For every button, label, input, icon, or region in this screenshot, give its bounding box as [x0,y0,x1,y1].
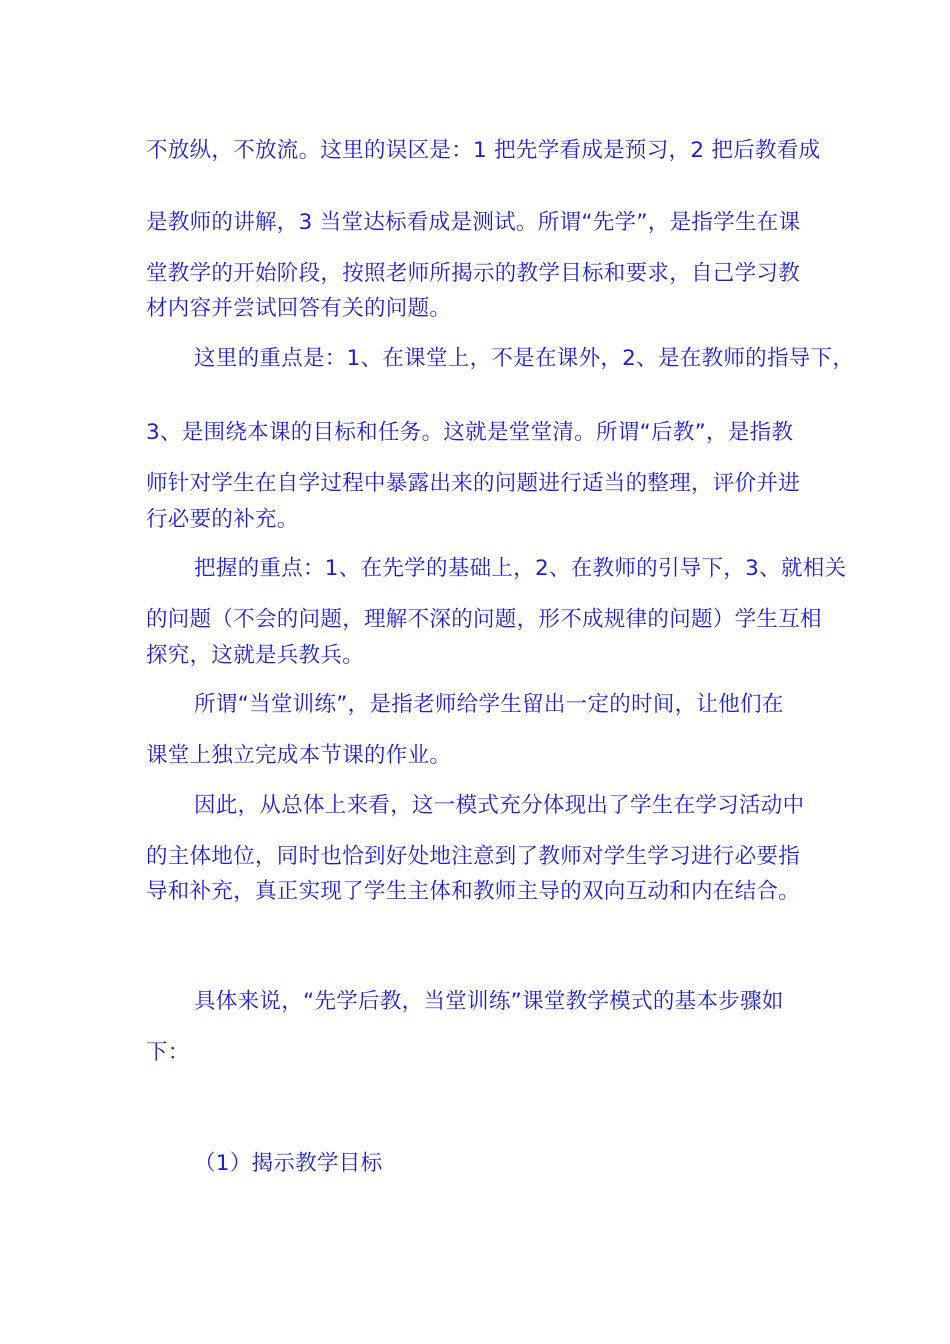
text-line-14: 因此，从总体上来看，这一模式充分体现出了学生在学习活动中 [194,793,805,818]
text-line-11: 探究，这就是兵教兵。 [146,643,365,668]
text-line-8: 行必要的补充。 [146,507,299,532]
text-line-17: 具体来说，“先学后教，当堂训练”课堂教学模式的基本步骤如 [194,989,784,1014]
section-heading: （1）揭示教学目标 [194,1151,383,1176]
text-line-5: 这里的重点是：1、在课堂上，不是在课外，2、是在教师的指导下， [194,346,855,371]
text-line-13: 课堂上独立完成本节课的作业。 [146,743,452,768]
text-line-15: 的主体地位，同时也恰到好处地注意到了教师对学生学习进行必要指 [146,844,801,869]
text-line-16: 导和补充，真正实现了学生主体和教师主导的双向互动和内在结合。 [146,879,801,904]
text-line-10: 的问题（不会的问题，理解不深的问题，形不成规律的问题）学生互相 [146,607,822,632]
text-line-7: 师针对学生在自学过程中暴露出来的问题进行适当的整理，评价并进 [146,471,801,496]
text-line-3: 堂教学的开始阶段，按照老师所揭示的教学目标和要求，自己学习教 [146,261,801,286]
text-line-4: 材内容并尝试回答有关的问题。 [146,296,452,321]
text-line-1: 不放纵，不放流。这里的误区是：1 把先学看成是预习，2 把后教看成 [146,138,821,163]
text-line-2: 是教师的讲解，3 当堂达标看成是测试。所谓“先学”，是指学生在课 [146,210,801,235]
text-line-9: 把握的重点：1、在先学的基础上，2、在教师的引导下，3、就相关 [194,556,847,581]
text-line-6: 3、是围绕本课的目标和任务。这就是堂堂清。所谓“后教”，是指教 [146,420,794,445]
text-line-18: 下： [146,1040,190,1065]
text-line-12: 所谓“当堂训练”，是指老师给学生留出一定的时间，让他们在 [194,692,784,717]
